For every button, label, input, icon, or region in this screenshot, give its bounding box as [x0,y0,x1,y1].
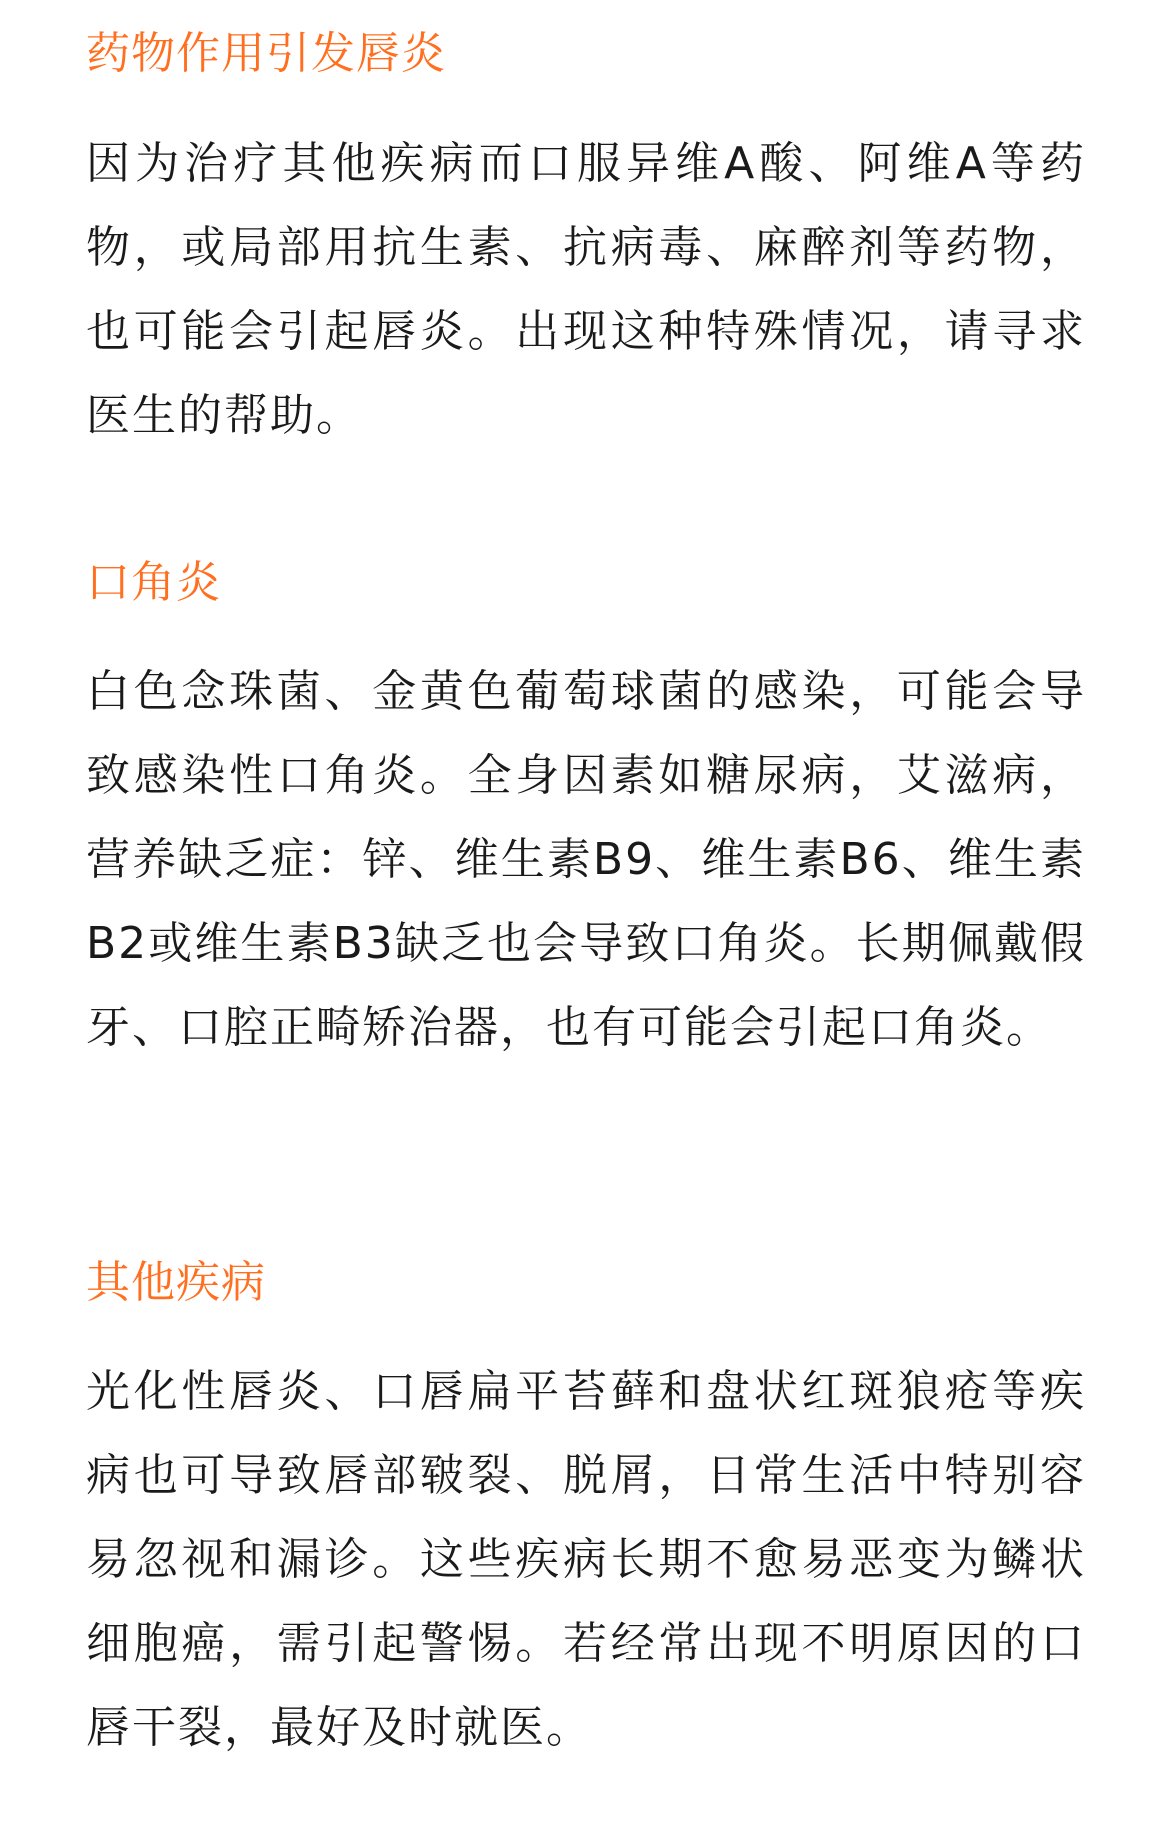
section-paragraph: 白色念珠菌、金黄色葡萄球菌的感染，可能会导致感染性口角炎。全身因素如糖尿病，艾滋病，营养缺乏症：锌、维生素B9、维生素B6、维生素B2或维生素B3缺乏也会导致口角炎。长期佩戴假牙、口腔正畸矫治器，也有可能会引起口角炎。 [86,666,1086,1053]
section-heading: 药物作用引发唇炎 [86,28,446,79]
section-heading: 其他疾病 [86,1257,266,1308]
section-heading: 口角炎 [86,557,221,608]
section-paragraph: 因为治疗其他疾病而口服异维A酸、阿维A等药物，或局部用抗生素、抗病毒、麻醉剂等药物，也可能会引起唇炎。出现这种特殊情况，请寻求医生的帮助。 [86,138,1086,441]
section-paragraph: 光化性唇炎、口唇扁平苔藓和盘状红斑狼疮等疾病也可导致唇部皲裂、脱屑，日常生活中特别容易忽视和漏诊。这些疾病长期不愈易恶变为鳞状细胞癌，需引起警惕。若经常出现不明原因的口唇干裂，最好及时就医。 [86,1366,1086,1753]
